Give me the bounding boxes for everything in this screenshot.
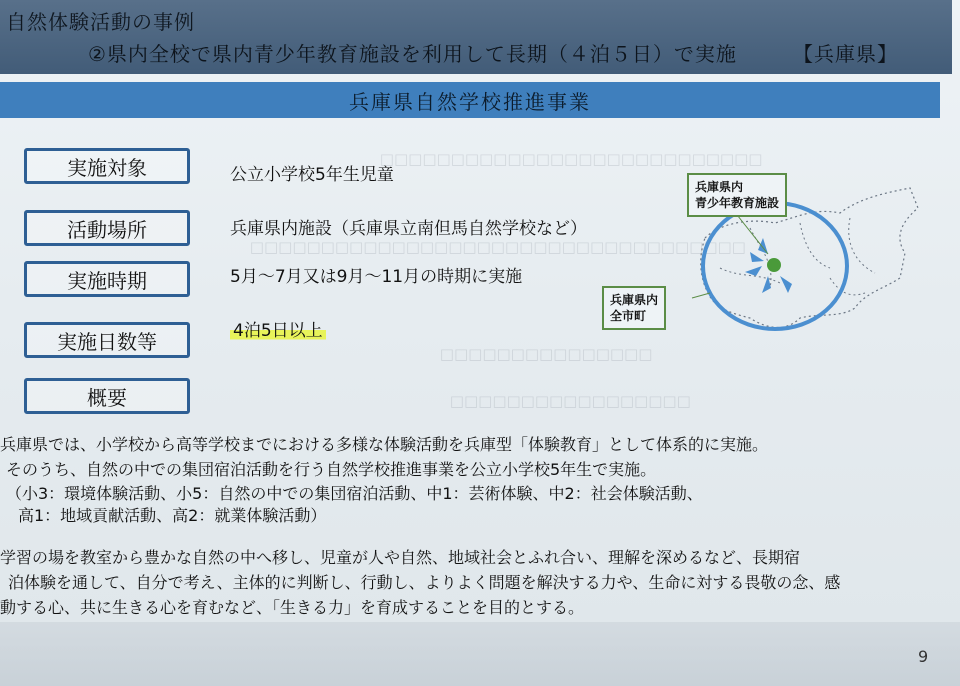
label-duration: 実施日数等 <box>24 322 190 358</box>
bleed-through-decoration: □□□□□□□□□□□□□□□□□□□□□□□□□□□□□□□□□□□ <box>250 238 747 256</box>
program-title-bar <box>0 82 940 118</box>
cities-callout <box>602 286 666 330</box>
bleed-through-decoration: □□□□□□□□□□□□□□□□□□□□□□□□□□□ <box>380 150 763 168</box>
value-duration-wrap <box>230 316 326 341</box>
page-number: 9 <box>918 647 929 666</box>
overview-line-2: そのうち、自然の中での集団宿泊活動を行う自然学校推進事業を公立小学校5年生で実施。 <box>6 460 657 479</box>
prefecture-tag: 【兵庫県】 <box>793 42 898 66</box>
facility-callout-line2: 青少年教育施設 <box>695 196 780 210</box>
label-period: 実施時期 <box>24 261 190 297</box>
bleed-through-decoration: □□□□□□□□□□□□□□□□□ <box>450 392 691 410</box>
overview-line-1: 兵庫県では、小学校から高等学校までにおける多様な体験活動を兵庫型「体験教育」として体系的に実施。 <box>0 435 769 454</box>
page-title: 自然体験活動の事例 <box>6 10 195 34</box>
facility-callout-line1: 兵庫県内 <box>695 180 744 194</box>
cities-callout-line2: 全市町 <box>610 309 647 323</box>
value-target: 公立小学校5年生児童 <box>230 165 394 185</box>
hyogo-map <box>600 168 930 338</box>
label-overview: 概要 <box>24 378 190 414</box>
label-location: 活動場所 <box>24 210 190 246</box>
header-bar <box>0 0 952 74</box>
facility-callout <box>687 173 787 217</box>
arrow-icon <box>750 252 764 262</box>
bleed-through-decoration: □□□□□□□□□□□□□□□ <box>440 345 653 363</box>
cities-callout-line1: 兵庫県内 <box>610 293 659 307</box>
program-title: 兵庫県自然学校推進事業 <box>349 89 591 114</box>
map-boundaries <box>720 218 875 295</box>
purpose-line-1: 学習の場を教室から豊かな自然の中へ移し、児童が人や自然、地域社会とふれ合い、理解を深めるなど、長期宿 <box>0 548 801 567</box>
value-duration: 4泊5日以上 <box>230 321 326 341</box>
overview-line-4: 高1：地域貢献活動、高2：就業体験活動） <box>18 506 327 525</box>
overview-line-3: （小3：環境体験活動、小5：自然の中での集団宿泊活動、中1：芸術体験、中2：社会体験活動、 <box>6 484 703 503</box>
bleed-through-footer <box>0 622 960 686</box>
arrow-icon <box>745 266 762 276</box>
value-period: 5月～7月又は9月～11月の時期に実施 <box>230 267 523 287</box>
purpose-line-2: 泊体験を通して、自分で考え、主体的に判断し、行動し、よりよく問題を解決する力や、生命に対する畏敬の念、感 <box>8 573 841 592</box>
value-location: 兵庫県内施設（兵庫県立南但馬自然学校など） <box>230 219 587 239</box>
callout-line <box>692 293 710 298</box>
page-subtitle: ②県内全校で県内青少年教育施設を利用して長期（４泊５日）で実施 <box>88 42 737 66</box>
label-target: 実施対象 <box>24 148 190 184</box>
purpose-line-3: 動する心、共に生きる心を育むなど、「生きる力」を育成することを目的とする。 <box>0 598 585 617</box>
arrow-icon <box>780 276 792 293</box>
facility-marker <box>767 258 781 272</box>
